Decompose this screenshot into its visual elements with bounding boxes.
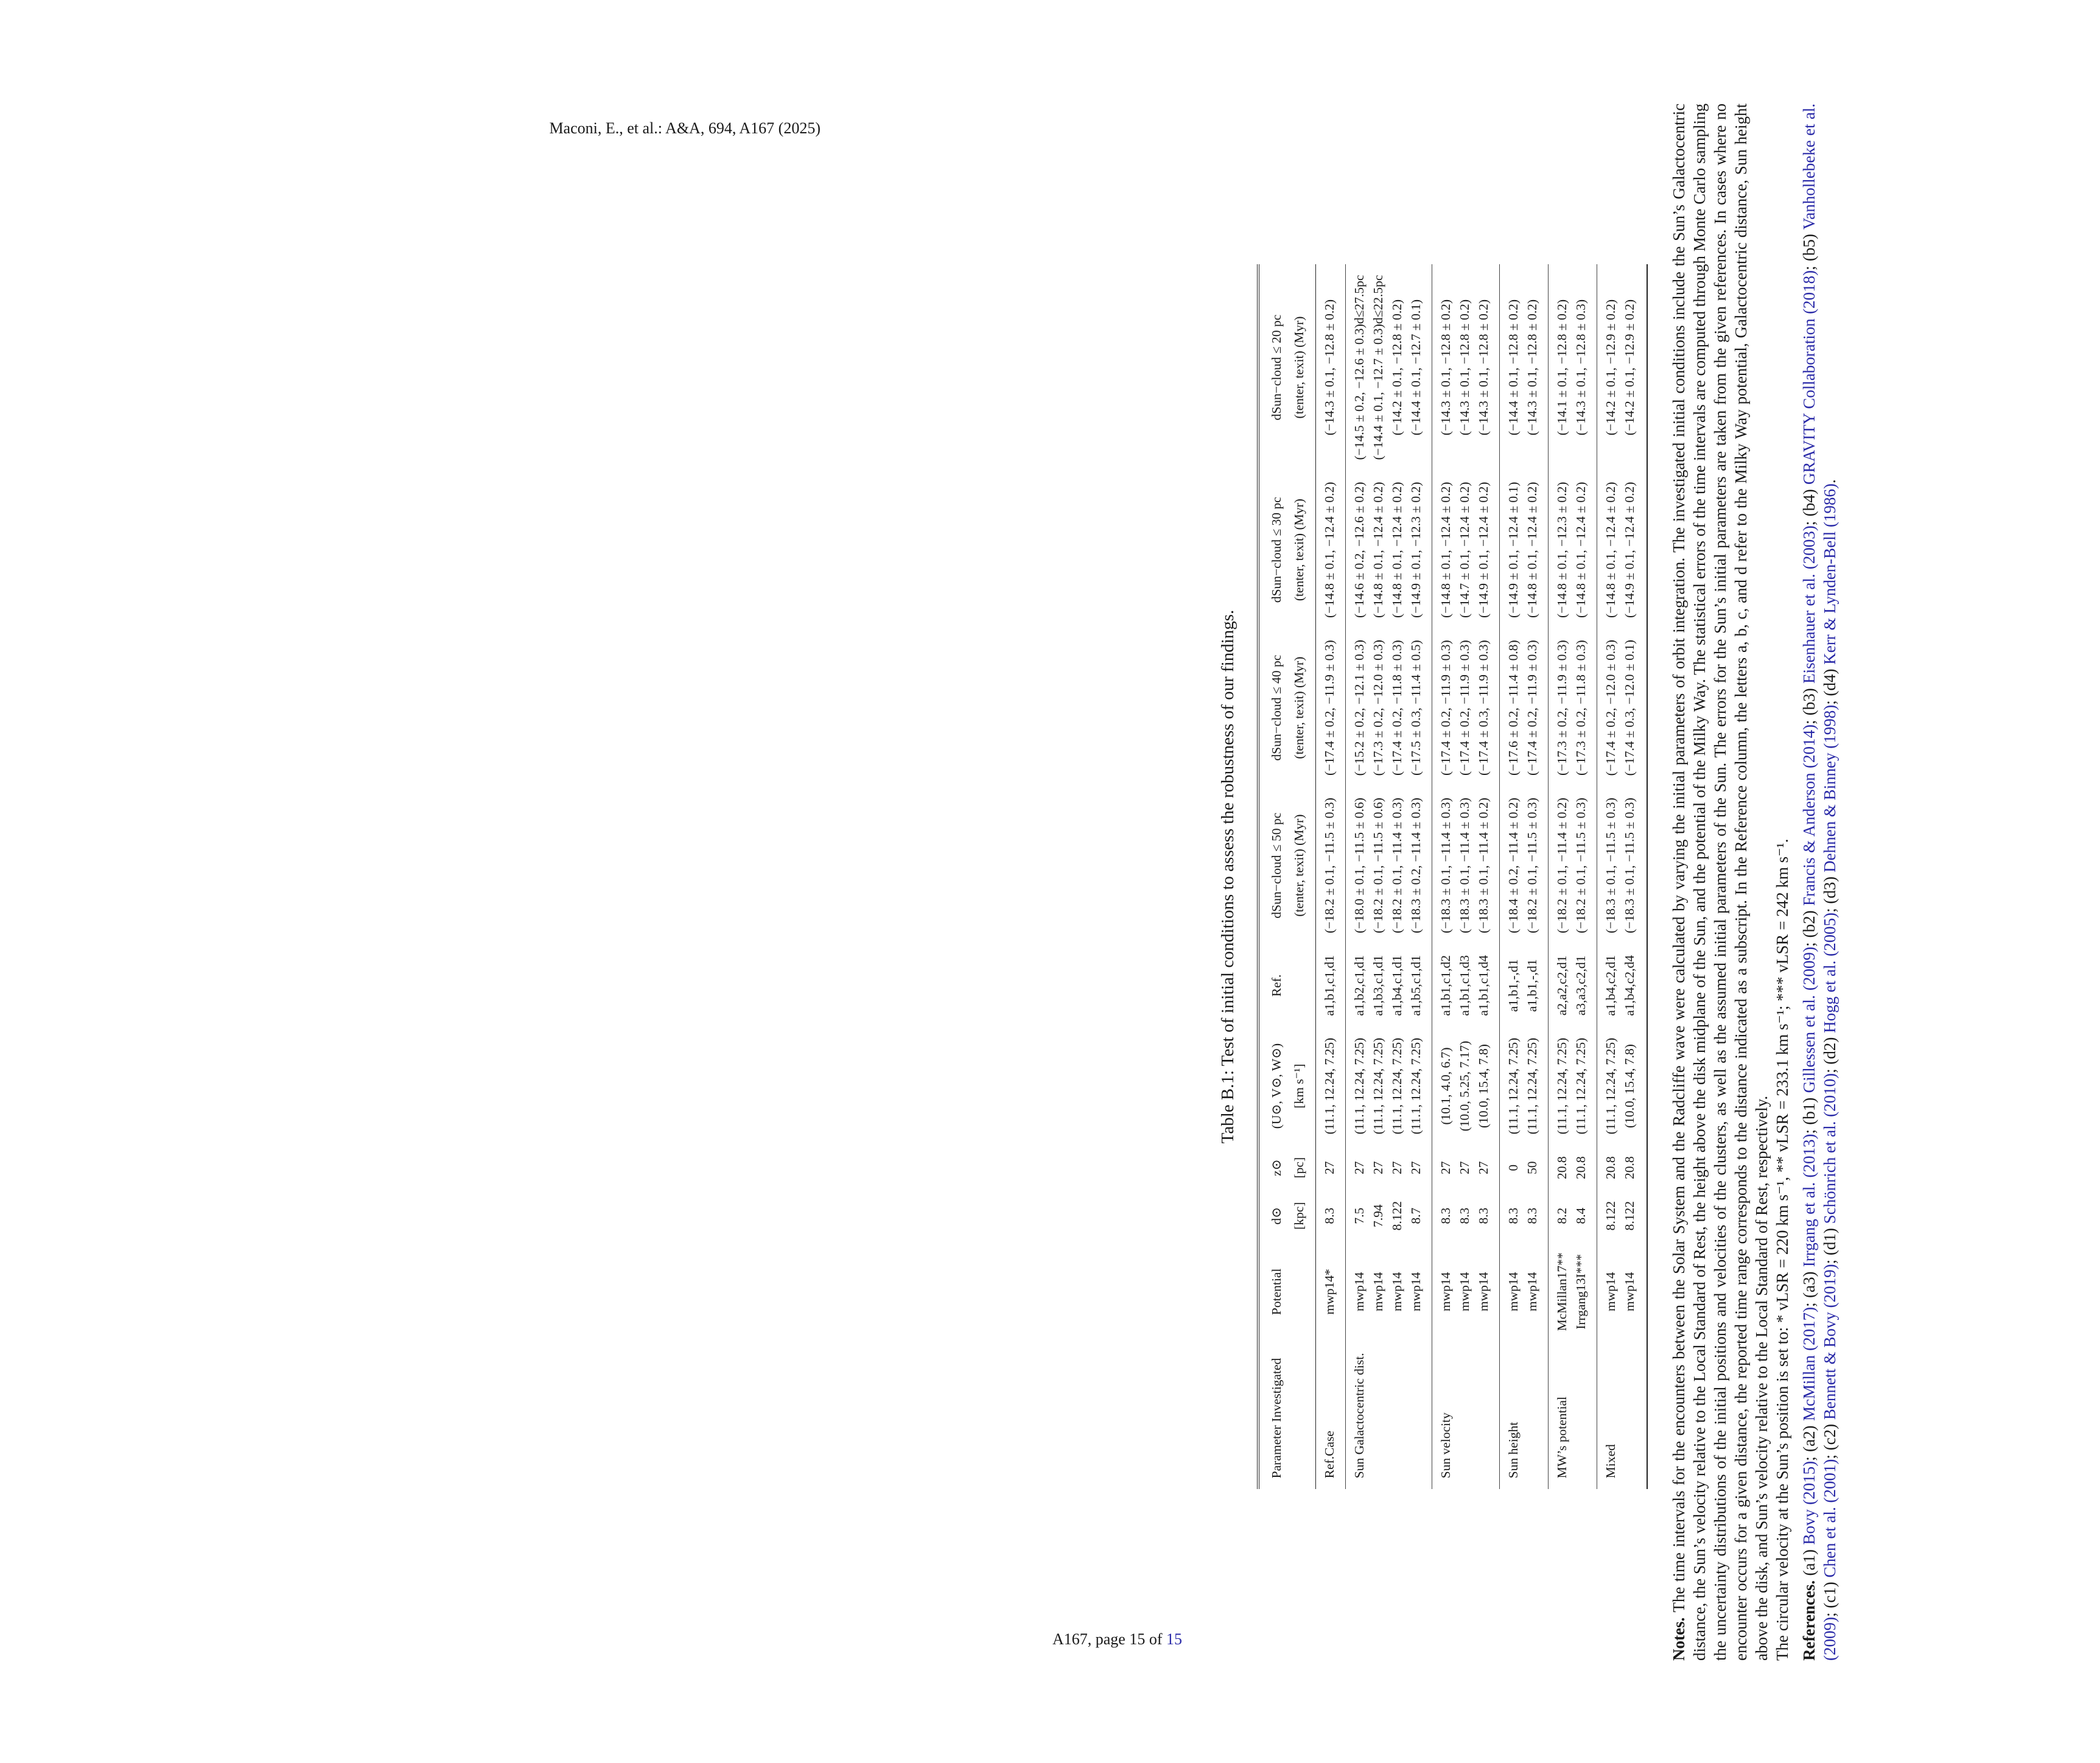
cell-t40: (−17.6 ± 0.2, −11.4 ± 0.8) bbox=[1506, 640, 1521, 776]
cell-potential: mwp14 bbox=[1603, 1272, 1618, 1312]
table-row bbox=[1346, 264, 1370, 1490]
reference-key: (b4) bbox=[1800, 489, 1818, 517]
col-param: Parameter Investigated bbox=[1258, 1342, 1289, 1489]
cell-t20: (−14.4 ± 0.1, −12.7 ± 0.3)d≤22.5pc bbox=[1371, 275, 1385, 460]
cell-t20: (−14.3 ± 0.1, −12.8 ± 0.2) bbox=[1523, 264, 1549, 471]
cell-dsun: 8.7 bbox=[1407, 1190, 1432, 1241]
unit-times-50: (tenter, texit) (Myr) bbox=[1289, 787, 1316, 944]
cell-t40: (−17.4 ± 0.2, −12.0 ± 0.3) bbox=[1603, 639, 1618, 776]
cell-t40: (−17.4 ± 0.2, −11.8 ± 0.3) bbox=[1390, 640, 1404, 776]
reference-citation-link[interactable]: Vanhollebeke et al. (2009) bbox=[1800, 103, 1839, 1661]
cell-t30: (−14.6 ± 0.2, −12.6 ± 0.2) bbox=[1352, 482, 1367, 618]
reference-key: (c1) bbox=[1821, 1582, 1839, 1608]
col-potential: Potential bbox=[1258, 1241, 1289, 1342]
cell-t50: (−18.2 ± 0.1, −11.4 ± 0.3) bbox=[1390, 797, 1404, 933]
cell-t40: (−17.5 ± 0.3, −11.4 ± 0.5) bbox=[1407, 629, 1432, 787]
cell-ref: a1,b1,c1,d2 bbox=[1438, 955, 1453, 1016]
cell-velocity: (10.0, 5.25, 7.17) bbox=[1457, 1040, 1472, 1132]
cell-potential: McMillan17** bbox=[1555, 1252, 1569, 1331]
unit-dsun: [kpc] bbox=[1289, 1190, 1316, 1241]
cell-dsun: 8.3 bbox=[1474, 1190, 1500, 1241]
cell-t20: (−14.2 ± 0.1, −12.9 ± 0.2) bbox=[1620, 264, 1647, 471]
reference-key: (b2) bbox=[1800, 910, 1818, 938]
cell-velocity: (11.1, 12.24, 7.25) bbox=[1506, 1037, 1521, 1135]
cell-velocity: (11.1, 12.24, 7.25) bbox=[1572, 1027, 1597, 1146]
cell-t40: (−17.3 ± 0.2, −12.0 ± 0.3) bbox=[1371, 639, 1385, 776]
reference-key: (b1) bbox=[1800, 1097, 1818, 1125]
unit-times-20: (tenter, texit) (Myr) bbox=[1289, 264, 1316, 471]
col-d50: dSun−cloud ≤ 50 pc bbox=[1258, 787, 1289, 944]
cell-potential: mwp14 bbox=[1506, 1272, 1521, 1312]
cell-t40: (−15.2 ± 0.2, −12.1 ± 0.3) bbox=[1352, 639, 1367, 776]
reference-citation-link[interactable]: Kerr & Lynden-Bell (1986) bbox=[1821, 483, 1839, 665]
cell-potential: mwp14* bbox=[1316, 1241, 1346, 1342]
table-row bbox=[1455, 264, 1474, 1490]
cell-potential: mwp14 bbox=[1620, 1241, 1647, 1342]
reference-citation-link[interactable]: GRAVITY Collaboration (2018) bbox=[1800, 270, 1818, 485]
cell-zsun: 27 bbox=[1316, 1145, 1346, 1190]
reference-citation-link[interactable]: Irrgang et al. (2013) bbox=[1800, 1134, 1818, 1267]
cell-potential: mwp14 bbox=[1352, 1272, 1367, 1312]
cell-ref: a1,b3,c1,d1 bbox=[1371, 955, 1385, 1016]
cell-zsun: 50 bbox=[1523, 1145, 1549, 1190]
cell-potential: mwp14 bbox=[1474, 1241, 1500, 1342]
cell-t30: (−14.8 ± 0.1, −12.3 ± 0.2) bbox=[1555, 482, 1569, 618]
reference-key: (d4) bbox=[1821, 668, 1839, 696]
cell-zsun: 27 bbox=[1438, 1161, 1453, 1174]
cell-velocity: (10.0, 15.4, 7.8) bbox=[1474, 1027, 1500, 1146]
cell-t30: (−14.8 ± 0.1, −12.4 ± 0.2) bbox=[1523, 471, 1549, 629]
cell-potential: mwp14 bbox=[1438, 1272, 1453, 1312]
cell-parameter: Mixed bbox=[1603, 1444, 1618, 1479]
cell-t40: (−17.4 ± 0.2, −11.9 ± 0.3) bbox=[1316, 629, 1346, 787]
rotated-page-content bbox=[1214, 79, 2100, 1674]
cell-t20: (−14.4 ± 0.1, −12.7 ± 0.1) bbox=[1407, 264, 1432, 471]
cell-t20: (−14.3 ± 0.1, −12.8 ± 0.3) bbox=[1572, 264, 1597, 471]
cell-parameter: MW’s potential bbox=[1555, 1397, 1569, 1479]
cell-dsun: 8.3 bbox=[1438, 1207, 1453, 1224]
unit-times-40: (tenter, texit) (Myr) bbox=[1289, 629, 1316, 787]
reference-key: (b3) bbox=[1800, 688, 1818, 716]
reference-citation-link[interactable]: Chen et al. (2001) bbox=[1821, 1459, 1839, 1578]
cell-dsun: 8.122 bbox=[1603, 1201, 1618, 1231]
cell-t20: (−14.3 ± 0.1, −12.8 ± 0.2) bbox=[1316, 264, 1346, 471]
cell-t20: (−14.2 ± 0.1, −12.9 ± 0.2) bbox=[1603, 299, 1618, 436]
cell-zsun: 27 bbox=[1352, 1161, 1367, 1174]
cell-dsun: 8.2 bbox=[1555, 1207, 1569, 1224]
cell-t50: (−18.3 ± 0.2, −11.4 ± 0.3) bbox=[1407, 787, 1432, 944]
cell-dsun: 8.122 bbox=[1390, 1201, 1404, 1231]
reference-citation-link[interactable]: Bovy (2015) bbox=[1800, 1460, 1818, 1545]
cell-t50: (−18.2 ± 0.1, −11.5 ± 0.3) bbox=[1572, 787, 1597, 944]
table-row bbox=[1572, 264, 1597, 1490]
reference-citation-link[interactable]: Gillessen et al. (2009) bbox=[1800, 947, 1818, 1093]
table-caption: Table B.1: Test of initial conditions to assess the robustness of our findings. bbox=[1218, 609, 1237, 1144]
results-table bbox=[1257, 264, 1648, 1490]
cell-zsun: 20.8 bbox=[1572, 1145, 1597, 1190]
cell-t40: (−17.4 ± 0.2, −11.9 ± 0.3) bbox=[1457, 640, 1472, 776]
reference-key: (d3) bbox=[1821, 876, 1839, 904]
cell-t50: (−18.0 ± 0.1, −11.5 ± 0.6) bbox=[1352, 797, 1367, 933]
cell-ref: a1,b1,c1,d3 bbox=[1457, 955, 1472, 1016]
cell-parameter bbox=[1474, 1342, 1500, 1489]
reference-citation-link[interactable]: Eisenhauer et al. (2003) bbox=[1800, 525, 1818, 684]
cell-velocity: (11.1, 12.24, 7.25) bbox=[1352, 1037, 1367, 1135]
references-label: References. bbox=[1800, 1580, 1818, 1661]
cell-zsun: 20.8 bbox=[1620, 1145, 1647, 1190]
cell-t30: (−14.7 ± 0.1, −12.4 ± 0.2) bbox=[1457, 482, 1472, 618]
cell-t40: (−17.4 ± 0.2, −11.9 ± 0.3) bbox=[1438, 640, 1453, 776]
reference-key: (a2) bbox=[1800, 1425, 1818, 1452]
cell-t30: (−14.9 ± 0.1, −12.4 ± 0.2) bbox=[1620, 471, 1647, 629]
cell-potential: Irrgang13I*** bbox=[1572, 1241, 1597, 1342]
cell-ref: a3,a3,c2,d1 bbox=[1572, 944, 1597, 1027]
cell-dsun: 7.5 bbox=[1352, 1207, 1367, 1224]
notes-circular-velocity: The circular velocity at the Sun’s position is set to: * vLSR = 220 km s⁻¹, ** vLSR = 233.1 km s⁻¹; *** vLSR = 242 km s⁻¹. bbox=[1773, 838, 1791, 1661]
table-row bbox=[1388, 264, 1407, 1490]
cell-dsun: 8.3 bbox=[1316, 1190, 1346, 1241]
table-row bbox=[1407, 264, 1432, 1490]
running-header: Maconi, E., et al.: A&A, 694, A167 (2025) bbox=[549, 119, 821, 137]
cell-parameter bbox=[1388, 1342, 1407, 1489]
table-body bbox=[1316, 264, 1648, 1490]
cell-parameter bbox=[1369, 1342, 1388, 1489]
col-d40: dSun−cloud ≤ 40 pc bbox=[1258, 629, 1289, 787]
cell-ref: a1,b1,c1,d1 bbox=[1316, 944, 1346, 1027]
cell-ref: a1,b5,c1,d1 bbox=[1407, 944, 1432, 1027]
table-row bbox=[1597, 264, 1621, 1490]
cell-t20: (−14.5 ± 0.2, −12.6 ± 0.3)d≤27.5pc bbox=[1352, 275, 1367, 460]
cell-t50: (−18.2 ± 0.1, −11.5 ± 0.3) bbox=[1523, 787, 1549, 944]
cell-t30: (−14.8 ± 0.1, −12.4 ± 0.2) bbox=[1390, 482, 1404, 618]
reference-key: (a3) bbox=[1800, 1271, 1818, 1299]
cell-velocity: (11.1, 12.24, 7.25) bbox=[1316, 1027, 1346, 1146]
cell-zsun: 0 bbox=[1506, 1164, 1521, 1171]
reference-key: (d1) bbox=[1821, 1228, 1839, 1256]
cell-velocity: (11.1, 12.24, 7.25) bbox=[1407, 1027, 1432, 1146]
page-footer bbox=[1052, 1630, 1182, 1649]
cell-parameter bbox=[1620, 1342, 1647, 1489]
cell-t30: (−14.8 ± 0.1, −12.4 ± 0.2) bbox=[1438, 482, 1453, 618]
cell-potential: mwp14 bbox=[1457, 1272, 1472, 1312]
cell-dsun: 8.4 bbox=[1572, 1190, 1597, 1241]
cell-dsun: 8.122 bbox=[1620, 1190, 1647, 1241]
cell-potential: mwp14 bbox=[1390, 1272, 1404, 1312]
cell-zsun: 20.8 bbox=[1555, 1156, 1569, 1179]
col-ref: Ref. bbox=[1258, 944, 1289, 1027]
cell-ref: a1,b1,-,d1 bbox=[1523, 944, 1549, 1027]
cell-dsun: 8.3 bbox=[1506, 1207, 1521, 1224]
cell-t40: (−17.4 ± 0.2, −11.9 ± 0.3) bbox=[1523, 629, 1549, 787]
table-row bbox=[1369, 264, 1388, 1490]
table-header-row bbox=[1258, 264, 1289, 1490]
cell-t20: (−14.3 ± 0.1, −12.8 ± 0.2) bbox=[1438, 299, 1453, 436]
cell-t50: (−18.3 ± 0.1, −11.4 ± 0.2) bbox=[1474, 787, 1500, 944]
cell-ref: a1,b2,c1,d1 bbox=[1352, 955, 1367, 1016]
reference-citation-link[interactable]: Hogg et al. (2005) bbox=[1821, 912, 1839, 1033]
references bbox=[1799, 103, 1840, 1661]
cell-t40: (−17.4 ± 0.3, −12.0 ± 0.1) bbox=[1620, 629, 1647, 787]
unit-zsun: [pc] bbox=[1289, 1145, 1316, 1190]
cell-t50: (−18.3 ± 0.1, −11.4 ± 0.3) bbox=[1457, 797, 1472, 933]
cell-parameter: Ref.Case bbox=[1316, 1342, 1346, 1489]
unit-velocity: [km s⁻¹] bbox=[1289, 1027, 1316, 1146]
cell-t20: (−14.1 ± 0.1, −12.8 ± 0.2) bbox=[1555, 299, 1569, 436]
cell-potential: mwp14 bbox=[1371, 1272, 1385, 1312]
reference-key: (c2) bbox=[1821, 1423, 1839, 1451]
cell-t30: (−14.9 ± 0.1, −12.4 ± 0.1) bbox=[1506, 482, 1521, 618]
cell-parameter: Sun Galactocentric dist. bbox=[1352, 1353, 1367, 1479]
cell-ref: a1,b4,c1,d1 bbox=[1390, 955, 1404, 1016]
cell-dsun: 8.3 bbox=[1457, 1207, 1472, 1224]
cell-parameter bbox=[1455, 1342, 1474, 1489]
cell-t30: (−14.8 ± 0.1, −12.4 ± 0.2) bbox=[1316, 471, 1346, 629]
cell-zsun: 27 bbox=[1407, 1145, 1432, 1190]
cell-zsun: 27 bbox=[1474, 1145, 1500, 1190]
notes-label: Notes. bbox=[1670, 1617, 1688, 1661]
cell-parameter bbox=[1523, 1342, 1549, 1489]
table-notes bbox=[1668, 103, 1840, 1661]
reference-citation-link[interactable]: Schönrich et al. (2010) bbox=[1821, 1073, 1839, 1224]
cell-t50: (−18.2 ± 0.1, −11.5 ± 0.3) bbox=[1316, 787, 1346, 944]
cell-parameter: Sun height bbox=[1506, 1421, 1521, 1479]
page-label: A167, page 15 of bbox=[1052, 1630, 1163, 1648]
cell-potential: mwp14 bbox=[1407, 1241, 1432, 1342]
cell-t20: (−14.2 ± 0.1, −12.8 ± 0.2) bbox=[1390, 299, 1404, 436]
col-velocity: (U⊙, V⊙, W⊙) bbox=[1258, 1027, 1289, 1146]
cell-t20: (−14.3 ± 0.1, −12.8 ± 0.2) bbox=[1474, 264, 1500, 471]
total-pages-link[interactable]: 15 bbox=[1166, 1630, 1182, 1648]
cell-velocity: (11.1, 12.24, 7.25) bbox=[1371, 1037, 1385, 1135]
table-row bbox=[1316, 264, 1346, 1490]
cell-t50: (−18.3 ± 0.1, −11.5 ± 0.3) bbox=[1603, 797, 1618, 933]
reference-key: (d2) bbox=[1821, 1037, 1839, 1065]
table-row bbox=[1474, 264, 1500, 1490]
table-row bbox=[1523, 264, 1549, 1490]
cell-velocity: (10.1, 4.0, 6.7) bbox=[1438, 1047, 1453, 1125]
col-d20: dSun−cloud ≤ 20 pc bbox=[1258, 264, 1289, 471]
cell-t30: (−14.8 ± 0.1, −12.4 ± 0.2) bbox=[1371, 482, 1385, 618]
cell-velocity: (11.1, 12.24, 7.25) bbox=[1555, 1037, 1569, 1135]
cell-velocity: (11.1, 12.24, 7.25) bbox=[1523, 1027, 1549, 1146]
cell-t30: (−14.8 ± 0.1, −12.4 ± 0.2) bbox=[1603, 482, 1618, 618]
cell-t40: (−17.3 ± 0.2, −11.8 ± 0.3) bbox=[1572, 629, 1597, 787]
table-row bbox=[1620, 264, 1647, 1490]
cell-zsun: 27 bbox=[1390, 1161, 1404, 1174]
table-row bbox=[1432, 264, 1456, 1490]
cell-dsun: 7.94 bbox=[1371, 1204, 1385, 1227]
col-dsun: d⊙ bbox=[1258, 1190, 1289, 1241]
reference-citation-link[interactable]: Francis & Anderson (2014) bbox=[1800, 724, 1818, 906]
reference-citation-link[interactable]: Dehnen & Binney (1998) bbox=[1821, 704, 1839, 872]
table-row bbox=[1549, 264, 1572, 1490]
cell-parameter bbox=[1572, 1342, 1597, 1489]
cell-velocity: (11.1, 12.24, 7.25) bbox=[1603, 1037, 1618, 1135]
cell-velocity: (10.0, 15.4, 7.8) bbox=[1620, 1027, 1647, 1146]
cell-dsun: 8.3 bbox=[1523, 1190, 1549, 1241]
cell-zsun: 27 bbox=[1371, 1161, 1385, 1174]
cell-parameter bbox=[1407, 1342, 1432, 1489]
unit-times-30: (tenter, texit) (Myr) bbox=[1289, 471, 1316, 629]
notes-text: The time intervals for the encounters between the Solar System and the Radcliffe wave were calculated by varying the initial parameters of orbit integration. The investigated initial conditions include the Sun’s Galactocentric distance, the Sun’s velocity relative to the Local Standard of Rest, the height above the disk midplane of the Sun, and the potential of the Milky Way. The statistical errors of the time intervals are computed through Monte Carlo sampling the uncertainty distributions of the initial positions and velocities of the clusters, as well as the assumed initial parameters of the Sun. The errors for the Sun’s initial parameters are taken from the given references. In cases where no encounter occurs for a given distance, the reported time range corresponds to the distance indicated as a subscript. In the Reference column, the letters a, b, c, and d refer to the Milky Way potential, Galactocentric distance, Sun height above the disk, and Sun’s velocity relative to the Local Standard of Rest, respectively. bbox=[1670, 103, 1771, 1661]
cell-t50: (−18.2 ± 0.1, −11.5 ± 0.6) bbox=[1371, 797, 1385, 933]
cell-t20: (−14.3 ± 0.1, −12.8 ± 0.2) bbox=[1457, 299, 1472, 436]
cell-velocity: (11.1, 12.24, 7.25) bbox=[1390, 1037, 1404, 1135]
reference-citation-link[interactable]: Bennett & Bovy (2019) bbox=[1821, 1264, 1839, 1420]
cell-t40: (−17.4 ± 0.3, −11.9 ± 0.3) bbox=[1474, 629, 1500, 787]
table-row bbox=[1500, 264, 1524, 1490]
reference-key: (b5) bbox=[1800, 234, 1818, 262]
reference-key: (a1) bbox=[1800, 1549, 1818, 1576]
col-zsun: z⊙ bbox=[1258, 1145, 1289, 1190]
cell-ref: a2,a2,c2,d1 bbox=[1555, 955, 1569, 1016]
cell-t50: (−18.3 ± 0.1, −11.4 ± 0.3) bbox=[1438, 797, 1453, 933]
cell-zsun: 20.8 bbox=[1603, 1156, 1618, 1179]
cell-t50: (−18.2 ± 0.1, −11.4 ± 0.2) bbox=[1555, 797, 1569, 933]
cell-t30: (−14.8 ± 0.1, −12.4 ± 0.2) bbox=[1572, 471, 1597, 629]
cell-ref: a1,b1,c1,d4 bbox=[1474, 944, 1500, 1027]
cell-t50: (−18.3 ± 0.1, −11.5 ± 0.3) bbox=[1620, 787, 1647, 944]
cell-potential: mwp14 bbox=[1523, 1241, 1549, 1342]
cell-parameter: Sun velocity bbox=[1438, 1412, 1453, 1479]
cell-zsun: 27 bbox=[1457, 1161, 1472, 1174]
cell-t40: (−17.3 ± 0.2, −11.9 ± 0.3) bbox=[1555, 640, 1569, 776]
cell-ref: a1,b4,c2,d1 bbox=[1603, 955, 1618, 1016]
reference-citation-link[interactable]: McMillan (2017) bbox=[1800, 1306, 1818, 1421]
table-units-row bbox=[1289, 264, 1316, 1490]
cell-t30: (−14.9 ± 0.1, −12.3 ± 0.2) bbox=[1407, 471, 1432, 629]
cell-t20: (−14.4 ± 0.1, −12.8 ± 0.2) bbox=[1506, 299, 1521, 436]
cell-ref: a1,b1,-,d1 bbox=[1506, 959, 1521, 1012]
cell-t30: (−14.9 ± 0.1, −12.4 ± 0.2) bbox=[1474, 471, 1500, 629]
col-d30: dSun−cloud ≤ 30 pc bbox=[1258, 471, 1289, 629]
references-list: (a1) Bovy (2015); (a2) McMillan (2017); (a3) Irrgang et al. (2013); (b1) Gillessen et al. (2009); (b2) Francis & Anderson (2014); (b3) Eisenhauer et al. (2003); (b4) GRAVITY Collaboration (2018); (b5) Vanhollebeke et al. (2009); (c1) Chen et al. (2001); (c2) Bennett & Bovy (2019); (d1) Schönrich et al. (2010); (d2) Hogg et al. (2005); (d3) Dehnen & Binney (1998); (d4) Kerr & Lynden-Bell (1986). bbox=[1800, 103, 1839, 1661]
cell-ref: a1,b4,c2,d4 bbox=[1620, 944, 1647, 1027]
cell-t50: (−18.4 ± 0.2, −11.4 ± 0.2) bbox=[1506, 797, 1521, 933]
